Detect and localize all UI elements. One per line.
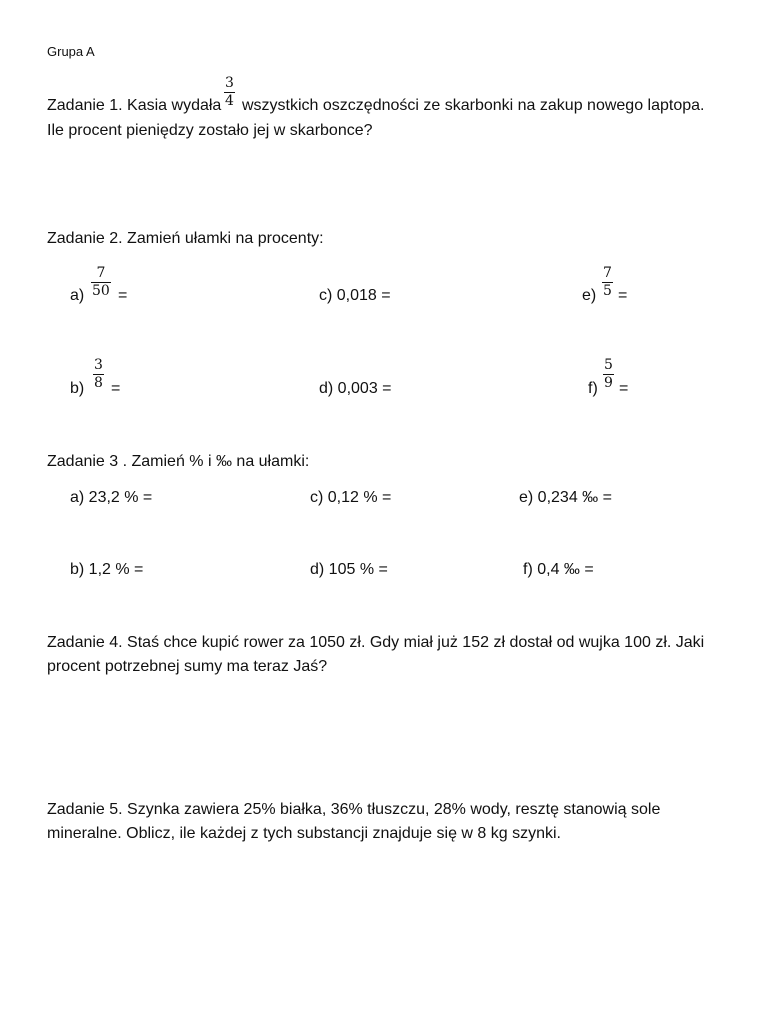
task2-item-e-label: e) [582, 287, 597, 304]
task3-item-b: b) 1,2 % = [70, 561, 144, 578]
fraction-denominator: 4 [225, 93, 234, 109]
task2-title: Zadanie 2. Zamień ułamki na procenty: [47, 230, 324, 247]
task1-fraction [224, 76, 235, 109]
task2-item-b-label: b) [70, 380, 85, 397]
task2-item-a-fraction [91, 266, 111, 299]
task5-line2: mineralne. Oblicz, ile każdej z tych substancji znajduje się w 8 kg szynki. [47, 825, 561, 842]
fraction-denominator: 50 [92, 283, 110, 299]
task2-item-a-eq: = [118, 287, 128, 304]
task1-line2: Ile procent pieniędzy zostało jej w skarbonce? [47, 122, 373, 139]
task1-suffix: wszystkich oszczędności ze skarbonki na zakup nowego laptopa. [242, 97, 705, 114]
fraction-numerator: 3 [94, 357, 103, 373]
fraction-numerator: 7 [96, 265, 106, 281]
fraction-denominator: 8 [94, 375, 103, 391]
fraction-numerator: 5 [604, 357, 613, 373]
task3-item-c: c) 0,12 % = [310, 489, 392, 506]
task3-item-e: e) 0,234 ‰ = [519, 489, 612, 506]
task2-item-b-eq: = [111, 380, 121, 397]
task2-item-f-eq: = [619, 380, 629, 397]
task4-line1: Zadanie 4. Staś chce kupić rower za 1050 zł. Gdy miał już 152 zł dostał od wujka 100 zł. Jaki [47, 634, 705, 651]
group-label: Grupa A [47, 44, 95, 59]
task2-item-f-label: f) [588, 380, 598, 397]
task5-line1: Zadanie 5. Szynka zawiera 25% białka, 36% tłuszczu, 28% wody, resztę stanowią sole [47, 801, 661, 818]
task3-item-f: f) 0,4 ‰ = [523, 561, 594, 578]
task4-line2: procent potrzebnej sumy ma teraz Jaś? [47, 658, 328, 675]
task2-item-f-fraction [603, 358, 614, 391]
task3-item-a: a) 23,2 % = [70, 489, 153, 506]
fraction-numerator: 7 [603, 265, 612, 281]
task1-prefix: Zadanie 1. Kasia wydała [47, 97, 222, 114]
task2-item-b-fraction [93, 358, 104, 391]
task3-item-d: d) 105 % = [310, 561, 388, 578]
fraction-denominator: 9 [604, 375, 613, 391]
task2-item-d: d) 0,003 = [319, 380, 392, 397]
task2-item-a-label: a) [70, 287, 85, 304]
fraction-denominator: 5 [603, 283, 612, 299]
fraction-numerator: 3 [225, 75, 234, 91]
task3-title: Zadanie 3 . Zamień % i ‰ na ułamki: [47, 453, 310, 470]
task2-item-e-eq: = [618, 287, 628, 304]
task2-item-e-fraction [602, 266, 613, 299]
task2-item-c: c) 0,018 = [319, 287, 391, 304]
